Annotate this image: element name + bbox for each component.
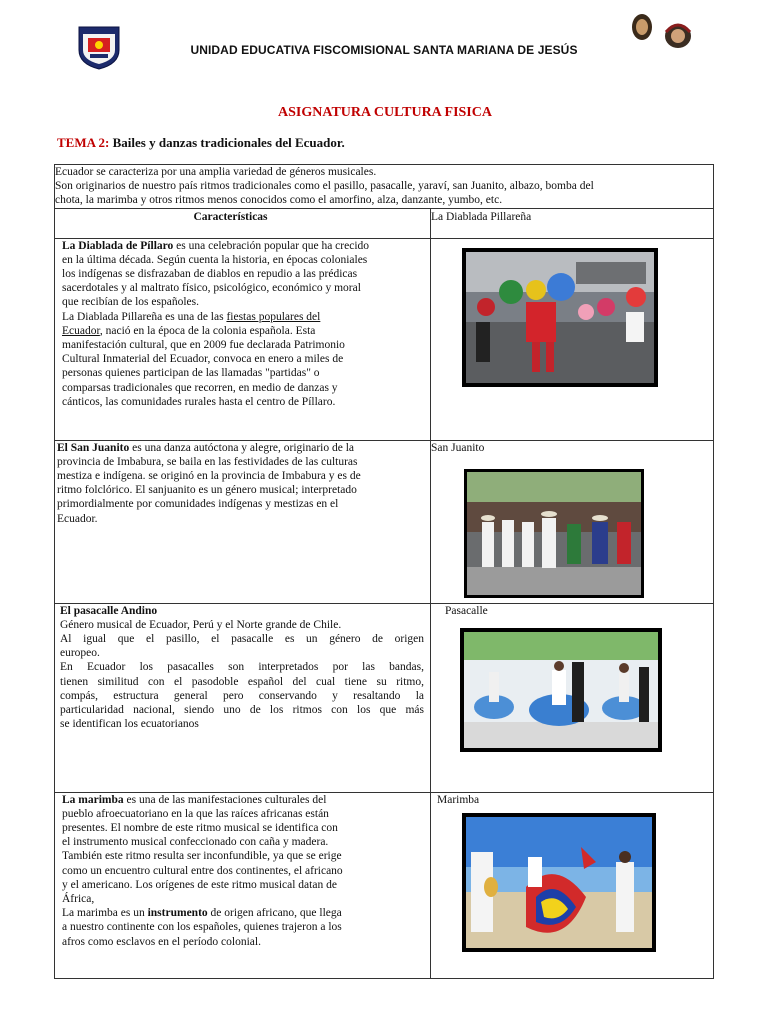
diablada-line: La Diablada Pillareña es una de las (62, 310, 227, 323)
row-marimba-image-cell (431, 792, 714, 978)
sanjuanito-line: mestiza e indígena. se originó en la provincia de Imbabura y es de (57, 470, 361, 483)
sanjuanito-line: es una danza autóctona y alegre, originario de la (129, 441, 355, 454)
subject-title: ASIGNATURA CULTURA FISICA (278, 105, 492, 120)
marimba-line: También este ritmo resulta ser inconfundible, ya que se erige (62, 850, 342, 863)
diablada-line: cánticos, las comunidades rurales hasta el centro de Píllaro. (62, 395, 336, 408)
sanjuanito-line: Ecuador. (57, 512, 98, 525)
marimba-line: afros como esclavos en el período colonial. (62, 935, 261, 948)
fiestas-populares-link[interactable]: fiestas populares del (226, 310, 321, 323)
row-marimba-text (55, 792, 431, 978)
diablada-line: Cultural Inmaterial del Ecuador, convoca en enero a miles de (62, 353, 344, 366)
marimba-line: y el americano. Los orígenes de este ritmo musical datan de (62, 878, 337, 891)
topic-number: TEMA 2: (57, 135, 110, 150)
school-name: UNIDAD EDUCATIVA FISCOMISIONAL SANTA MARIANA DE JESÚS (190, 43, 578, 57)
pasacalle-line: En Ecuador los pasacalles son interpretados por las bandas, (60, 661, 424, 674)
diablada-line: que recibían de los españoles. (62, 296, 199, 309)
marimba-bold: La marimba (62, 793, 124, 806)
row-diablada-image-cell (431, 238, 714, 440)
marimba-paragraph (62, 793, 424, 949)
diablada-line: los indígenas se disfrazaban de diablos en repudio a las prédicas (62, 268, 358, 281)
diablada-line: , nació en la época de la colonia española. Esta (99, 324, 316, 337)
diablada-bold: La Diablada de Píllaro (62, 239, 174, 252)
header-characteristics (55, 208, 431, 238)
marimba-line: La marimba es un (62, 907, 148, 920)
diablada-line: manifestación cultural, que en 2009 fue declarada Patrimonio (62, 339, 345, 352)
sanjuanito-line: ritmo folclórico. El sanjuanito es un género musical; interpretado (57, 484, 357, 497)
intro-cell (55, 165, 714, 209)
diablada-paragraph (62, 239, 424, 409)
marimba-label: Marimba (437, 793, 480, 806)
header-characteristics-label: Características (193, 210, 268, 223)
intro-line-3: chota, la marimba y otros ritmos menos conocidos como el amorfino, alza, danzante, yumbo, etc. (55, 194, 503, 207)
marimba-line: a nuestro continente con los españoles, quienes trajeron a los (62, 921, 342, 934)
pasacalle-label: Pasacalle (445, 604, 488, 617)
header-diablada (431, 208, 714, 238)
intro-line-2: Son originarios de nuestro país ritmos tradicionales como el pasillo, pasacalle, yaraví, san Juanito, albazo, bomba del (55, 180, 594, 193)
marimba-photo (462, 813, 656, 952)
diablada-line: sacerdotales y al maltrato físico, psicológico, económico y moral (62, 282, 361, 295)
pasacalle-paragraph (60, 604, 424, 732)
intro-line-1: Ecuador se caracteriza por una amplia variedad de géneros musicales. (55, 166, 377, 178)
marimba-line: África, (62, 893, 95, 906)
marimba-line: es una de las manifestaciones culturales del (123, 793, 327, 806)
pasacalle-line: tienen similitud con el pasodoble español del cual tiene su ritmo, (60, 675, 424, 688)
sanjuanito-photo (464, 469, 644, 598)
marimba-line: pueblo afroecuatoriano en la que las raíces africanas están (62, 807, 329, 820)
row-pasacalle-image-cell (431, 603, 714, 792)
topic-text: Bailes y danzas tradicionales del Ecuador. (112, 135, 345, 150)
pasacalle-line: Género musical de Ecuador, Perú y el Norte grande de Chile. (60, 618, 342, 631)
pasacalle-line: compás, estructura general pero conservando y resaltando la (60, 689, 424, 702)
diablada-photo (462, 248, 658, 387)
instrumento-bold: instrumento (147, 907, 208, 920)
diablada-line: es una celebración popular que ha crecido (173, 239, 370, 252)
diablada-line: personas quienes participan de las llamadas "partidas" o (62, 367, 320, 380)
sanjuanito-paragraph (57, 441, 427, 526)
pasacalle-line: europeo. (60, 647, 100, 660)
pasacalle-bold: El pasacalle Andino (60, 604, 158, 617)
dances-table (54, 164, 714, 979)
marimba-line: de origen africano, que llega (207, 907, 342, 920)
row-pasacalle-text (55, 603, 431, 792)
pasacalle-photo (460, 628, 662, 752)
marimba-line: como un encuentro cultural entre dos continentes, el africano (62, 864, 343, 877)
row-sanjuanito-text (55, 440, 431, 603)
row-diablada-text (55, 238, 431, 440)
sanjuanito-line: primordialmente por comunidades indígenas y mestizas en el (57, 498, 339, 511)
sanjuanito-bold: El San Juanito (57, 441, 130, 454)
ecuador-link[interactable]: Ecuador (62, 324, 100, 337)
diablada-line: comparsas tradicionales que recorren, en medio de danzas y (62, 381, 338, 394)
sanjuanito-label: San Juanito (431, 441, 485, 454)
diablada-line: en la última década. Según cuenta la historia, en épocas coloniales (62, 253, 368, 266)
sanjuanito-line: provincia de Imbabura, se baila en las festividades de las culturas (57, 455, 358, 468)
row-sanjuanito-image-cell (431, 440, 714, 603)
pasacalle-line: particularidad nacional, siendo uno de los ritmos con los que más (60, 704, 424, 717)
topic-heading (57, 135, 345, 151)
marimba-line: el instrumento musical confeccionado con caña y madera. (62, 836, 329, 849)
marimba-line: presentes. El nombre de este ritmo musical se identifica con (62, 822, 338, 835)
header-diablada-label: La Diablada Pillareña (431, 210, 532, 223)
pasacalle-line: se identifican los ecuatorianos (60, 718, 199, 731)
pasacalle-line: Al igual que el pasillo, el pasacalle es un género de origen (60, 633, 424, 646)
